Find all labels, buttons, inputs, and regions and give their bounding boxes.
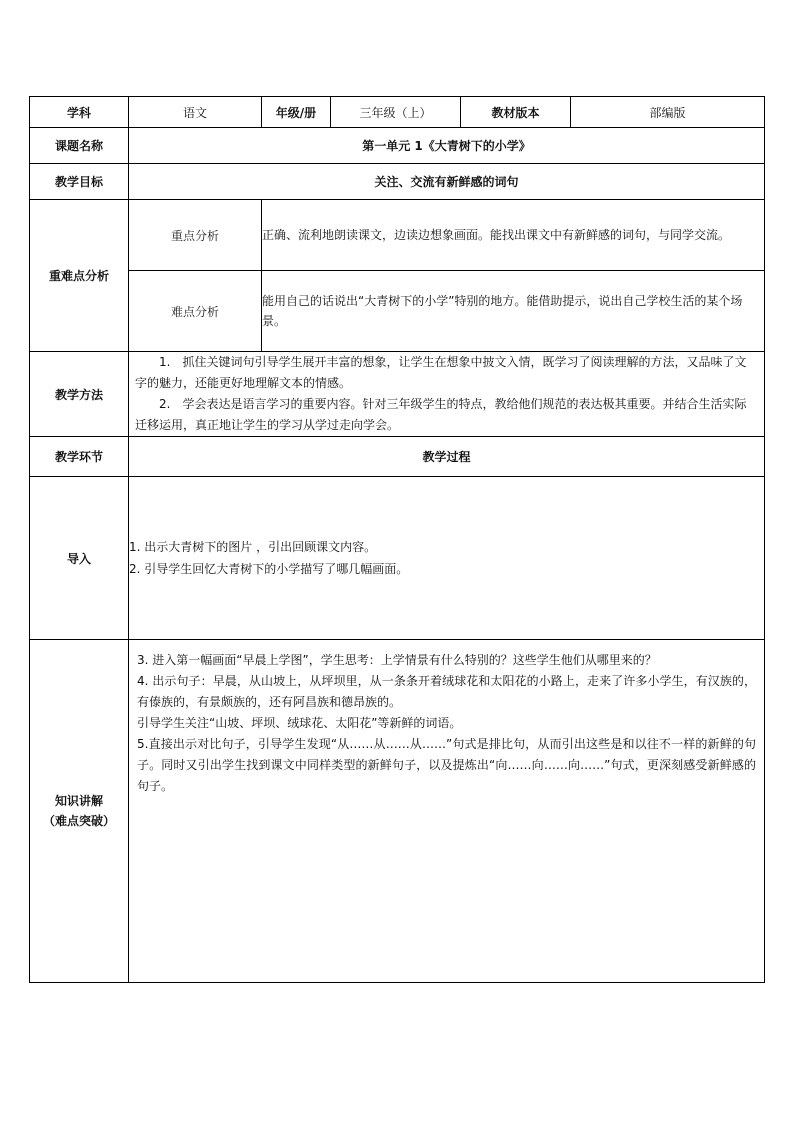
teaching-method-row (30, 352, 765, 437)
knowledge-content (129, 640, 765, 983)
intro-row (30, 477, 765, 640)
edition-value: 部编版 (571, 97, 765, 128)
analysis-label: 重难点分析 (30, 200, 129, 352)
lesson-name-row (30, 128, 765, 164)
knowledge-item: 5.直接出示对比句子，引导学生发现“从……从……从……”句式是排比句，从而引出这些是和以往不一样的新鲜的句子。同时又引出学生找到课文中同样类型的新鲜句子，以及提炼出“向……向……向……”句式，更深刻感受新鲜感的句子。 (137, 737, 756, 793)
header-row (30, 97, 765, 128)
knowledge-label (30, 640, 129, 983)
knowledge-label-main: 知识讲解 (54, 794, 103, 808)
process-label: 教学过程 (129, 437, 765, 477)
grade-value: 三年级（上） (331, 97, 461, 128)
knowledge-item: 3. 进入第一幅画面“早晨上学图”，学生思考：上学情景有什么特别的？这些学生他们从哪里来的？ (137, 653, 657, 667)
intro-item: 2. 引导学生回忆大青树下的小学描写了哪几幅画面。 (129, 562, 409, 576)
teaching-method-label: 教学方法 (30, 352, 129, 437)
teaching-goal-row (30, 164, 765, 200)
difficult-point-label: 难点分析 (129, 271, 262, 352)
grade-label: 年级/册 (262, 97, 331, 128)
knowledge-label-sub: （难点突破） (42, 814, 115, 828)
teaching-goal-label: 教学目标 (30, 164, 129, 200)
teaching-method-content (129, 352, 765, 437)
knowledge-row (30, 640, 765, 983)
teaching-goal-value: 关注、交流有新鲜感的词句 (129, 164, 765, 200)
lesson-plan-table (29, 96, 765, 983)
intro-content (129, 477, 765, 640)
key-point-row (30, 200, 765, 271)
knowledge-item: 引导学生关注“山坡、坪坝、绒球花、太阳花”等新鲜的词语。 (137, 716, 462, 730)
lesson-name-label: 课题名称 (30, 128, 129, 164)
subject-value: 语文 (129, 97, 262, 128)
edition-label: 教材版本 (461, 97, 571, 128)
subject-label: 学科 (30, 97, 129, 128)
intro-item: 1. 出示大青树下的图片 ，引出回顾课文内容。 (129, 540, 377, 554)
difficult-point-value: 能用自己的话说出“大青树下的小学”特别的地方。能借助提示，说出自己学校生活的某个场景。 (262, 271, 765, 352)
key-point-label: 重点分析 (129, 200, 262, 271)
stage-label: 教学环节 (30, 437, 129, 477)
method-item: 2. 学会表达是语言学习的重要内容。针对三年级学生的特点，教给他们规范的表达极其重要。并结合生活实际迁移运用，真正地让学生的学习从学过走向学会。 (135, 397, 747, 432)
stage-header-row (30, 437, 765, 477)
lesson-name-value: 第一单元 1《大青树下的小学》 (129, 128, 765, 164)
knowledge-item: 4. 出示句子：早晨，从山坡上，从坪坝里，从一条条开着绒球花和太阳花的小路上，走来了许多小学生，有汉族的，有傣族的，有景颇族的，还有阿昌族和德昂族的。 (137, 674, 756, 709)
intro-label: 导入 (30, 477, 129, 640)
key-point-value: 正确、流利地朗读课文，边读边想象画面。能找出课文中有新鲜感的词句，与同学交流。 (262, 200, 765, 271)
difficult-point-row (30, 271, 765, 352)
method-item: 1. 抓住关键词句引导学生展开丰富的想象，让学生在想象中披文入情，既学习了阅读理解的方法，又品味了文字的魅力，还能更好地理解文本的情感。 (135, 355, 747, 390)
